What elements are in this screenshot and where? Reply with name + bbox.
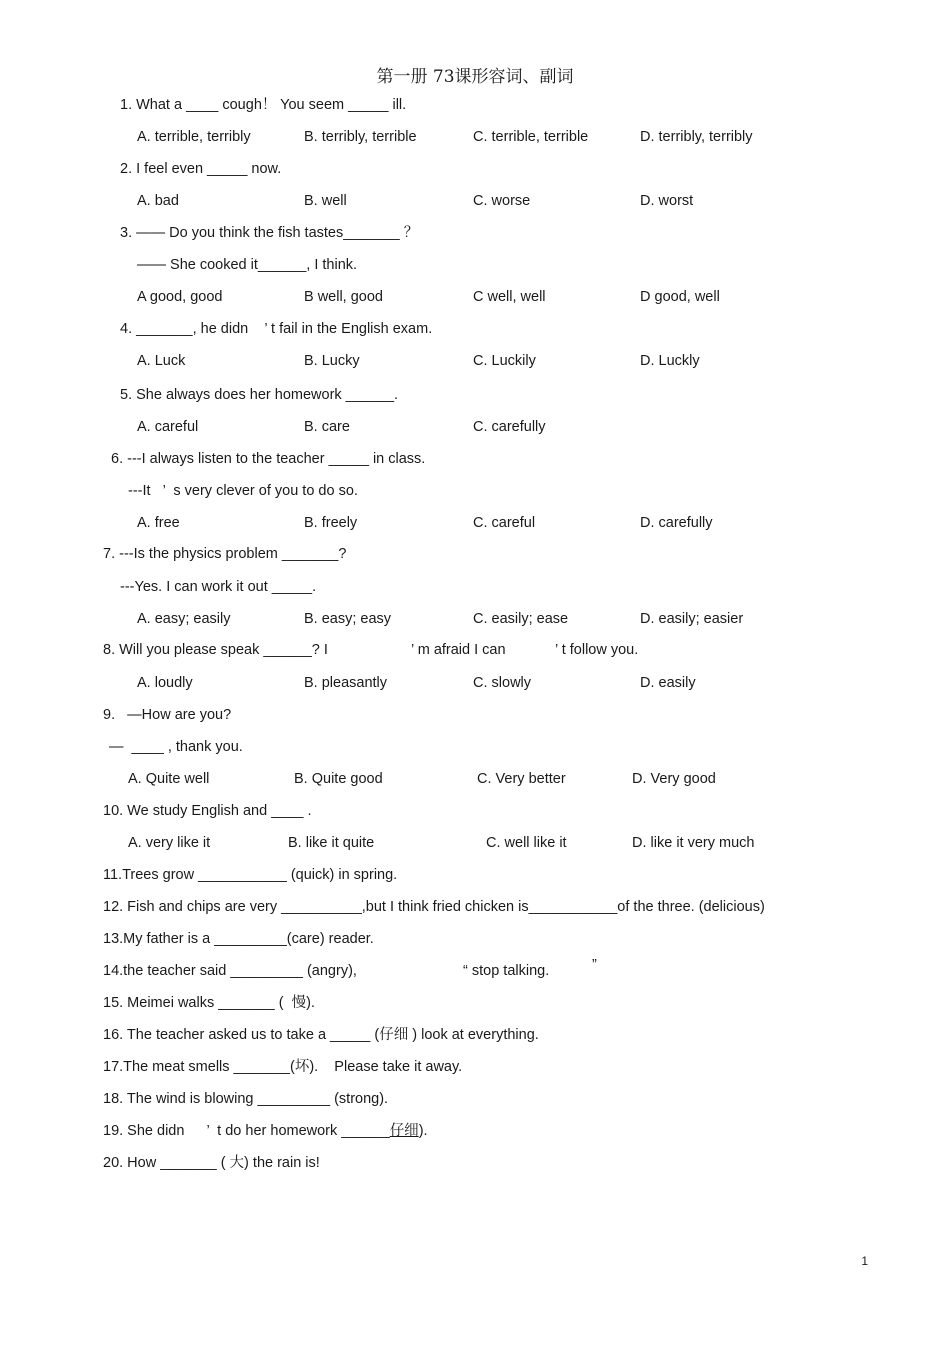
question-3: 3. —— Do you think the fish tastes_______ ？: [120, 225, 419, 241]
q8-option-d: D. easily: [640, 675, 696, 691]
q9-option-d: D. Very good: [632, 771, 716, 787]
question-8: 8. Will you please speak ______? I: [103, 642, 328, 658]
question-6: 6. ---I always listen to the teacher _____ in class.: [111, 451, 426, 467]
question-19: [103, 1122, 428, 1140]
question-11: 11.Trees grow ___________ (quick) in spring.: [103, 867, 398, 883]
q4-option-d: D. Luckly: [640, 353, 700, 369]
question-20: 20. How _______ ( 大) the rain is!: [103, 1155, 320, 1171]
q6-option-a: A. free: [137, 515, 180, 531]
q6-option-c: C. careful: [473, 515, 536, 531]
question-16: 16. The teacher asked us to take a _____ (仔细 ) look at everything.: [103, 1027, 539, 1043]
question-15: 15. Meimei walks _______ ( 慢).: [103, 995, 315, 1011]
q7-option-a: A. easy; easily: [137, 611, 231, 627]
question-3-reply: —— She cooked it______, I think.: [137, 257, 358, 273]
q10-option-c: C. well like it: [486, 835, 567, 851]
page-title: 第一册 73课形容词、副词: [376, 67, 574, 87]
q9-option-c: C. Very better: [477, 771, 566, 787]
q7-option-c: C. easily; ease: [473, 611, 569, 627]
q3-option-a: A good, good: [137, 289, 223, 305]
question-19-hint: 仔细: [389, 1123, 419, 1139]
q4-option-b: B. Lucky: [304, 353, 360, 369]
question-9-reply: — ____ , thank you.: [109, 739, 243, 755]
q9-option-a: A. Quite well: [128, 771, 210, 787]
q7-option-b: B. easy; easy: [304, 611, 392, 627]
q2-option-d: D. worst: [640, 193, 694, 209]
question-14: 14.the teacher said _________ (angry),: [103, 963, 357, 979]
q5-option-a: A. careful: [137, 419, 199, 435]
question-17: 17.The meat smells _______(坏). Please take it away.: [103, 1059, 463, 1075]
q6-option-b: B. freely: [304, 515, 358, 531]
q1-option-b: B. terribly, terrible: [304, 129, 417, 145]
q8-option-b: B. pleasantly: [304, 675, 388, 691]
q5-option-b: B. care: [304, 419, 350, 435]
q2-option-b: B. well: [304, 193, 347, 209]
question-6-reply: ---It ’ s very clever of you to do so.: [128, 483, 358, 499]
q1-option-d: D. terribly, terribly: [640, 129, 753, 145]
q2-option-c: C. worse: [473, 193, 531, 209]
question-10: 10. We study English and ____ .: [103, 803, 312, 819]
question-1: 1. What a ____ cough！ You seem _____ ill.: [120, 97, 407, 113]
q3-option-d: D good, well: [640, 289, 720, 305]
question-19-part-2: ’ t do her homework ______: [206, 1123, 390, 1139]
q1-option-a: A. terrible, terribly: [137, 129, 251, 145]
question-19-part-3: ).: [418, 1123, 428, 1139]
question-13: 13.My father is a _________(care) reader.: [103, 931, 374, 947]
q10-option-b: B. like it quite: [288, 835, 375, 851]
q6-option-d: D. carefully: [640, 515, 713, 531]
q10-option-d: D. like it very much: [632, 835, 755, 851]
question-19-part-1: 19. She didn: [103, 1123, 185, 1139]
q4-option-a: A. Luck: [137, 353, 186, 369]
q7-option-d: D. easily; easier: [640, 611, 744, 627]
question-7-reply: ---Yes. I can work it out _____.: [120, 579, 317, 595]
page-number: 1: [861, 1254, 868, 1268]
question-7: 7. ---Is the physics problem _______?: [103, 546, 347, 562]
question-2: 2. I feel even _____ now.: [120, 161, 282, 177]
q1-option-c: C. terrible, terrible: [473, 129, 589, 145]
q10-option-a: A. very like it: [128, 835, 211, 851]
q8-option-a: A. loudly: [137, 675, 193, 691]
question-12: 12. Fish and chips are very __________,but I think fried chicken is___________of the three. (delicious): [103, 899, 765, 915]
question-4: 4. _______, he didn ’ t fail in the English exam.: [120, 321, 433, 337]
question-8-part-3: ’ t follow you.: [555, 642, 639, 658]
q3-option-c: C well, well: [473, 289, 546, 305]
question-14-close-quote: ”: [592, 957, 597, 973]
q8-option-c: C. slowly: [473, 675, 532, 691]
q3-option-b: B well, good: [304, 289, 383, 305]
question-14-quote: “ stop talking.: [463, 963, 550, 979]
q5-option-c: C. carefully: [473, 419, 546, 435]
q4-option-c: C. Luckily: [473, 353, 536, 369]
question-9: 9. —How are you?: [103, 707, 232, 723]
q9-option-b: B. Quite good: [294, 771, 383, 787]
question-5: 5. She always does her homework ______.: [120, 387, 399, 403]
question-18: 18. The wind is blowing _________ (strong).: [103, 1091, 389, 1107]
q2-option-a: A. bad: [137, 193, 179, 209]
question-8-part-2: ’ m afraid I can: [411, 642, 506, 658]
